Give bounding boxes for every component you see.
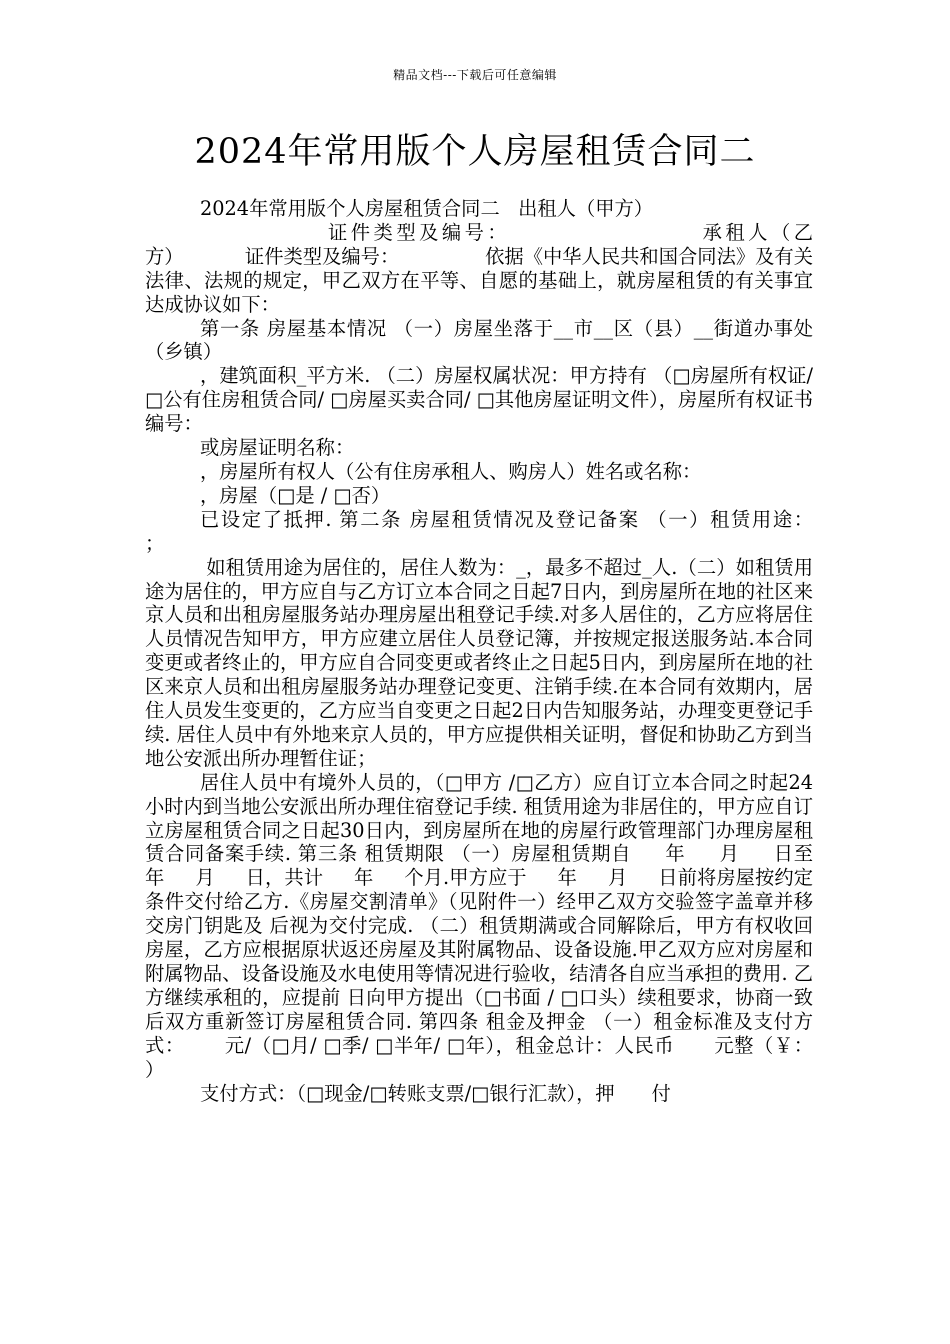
paragraph-article-1: 第一条 房屋基本情况 （一）房屋坐落于__市__区（县）__街道办事处（乡镇） <box>145 316 813 364</box>
paragraph-legal-basis: 方） 证件类型及编号： 依据《中华人民共和国合同法》及有关法律、法规的规定，甲乙双方在平等、自愿的基础上，就房屋租赁的有关事宜达成协议如下： <box>145 244 813 316</box>
paragraph-ownership: ，建筑面积_平方米. （二）房屋权属状况：甲方持有 （□房屋所有权证/ □公有住房租赁合同/ □房屋买卖合同/ □其他房屋证明文件），房屋所有权证书编号： <box>145 364 820 436</box>
paragraph-payment-method: 支付方式：（□现金/□转账支票/□银行汇款），押 付 <box>200 1081 671 1105</box>
paragraph-owner-name: ，房屋所有权人（公有住房承租人、购房人）姓名或名称： <box>200 459 702 483</box>
paragraph-mortgage-choice: ，房屋（□是 / □否） <box>200 483 391 507</box>
paragraph-certificate-name: 或房屋证明名称： <box>200 436 355 460</box>
contract-body <box>145 197 869 1105</box>
paragraph-id-types: 证件类型及编号： 承租人（乙 <box>328 220 813 244</box>
page-header: 精品文档---下载后可任意编辑 <box>393 68 557 82</box>
paragraph-article-2: 已设定了抵押. 第二条 房屋租赁情况及登记备案 （一）租赁用途： ； <box>145 507 869 555</box>
document-title: 2024年常用版个人房屋租赁合同二 <box>194 132 756 172</box>
paragraph-residence: 如租赁用途为居住的，居住人数为：_，最多不超过_人.（二）如租赁用途为居住的，甲方应自与乙方订立本合同之日起7日内，到房屋所在地的社区来京人员和出租房屋服务站办理房屋出租登记手续.对多人居住的，乙方应将居住人员情况告知甲方，甲方应建立居住人员登记簿，并按规定报送服务站.本合同变更或者终止的，甲方应自合同变更或者终止之日起5日内，到房屋所在地的社区来京人员和出租房屋服务站办理登记变更、注销手续.在本合同有效期内，居住人员发生变更的，乙方应当自变更之日起2日内告知服务站，办理变更登记手续. 居住人员中有外地来京人员的，甲方应提供相关证明，督促和协助乙方到当地公安派出所办理暂住证； <box>145 555 813 770</box>
paragraph-foreign-residents: 居住人员中有境外人员的，（□甲方 /□乙方）应自订立本合同之时起24小时内到当地公安派出所办理住宿登记手续. 租赁用途为非居住的，甲方应自订立房屋租赁合同之日起30日内，到房屋所在地的房屋行政管理部门办理房屋租赁合同备案手续. 第三条 租赁期限 （一）房屋租赁期自 年 月 日至 年 月 日，共计 年 个月.甲方应于 年 月 日前将房屋按约定条件交付给乙方.《房屋交割清单》（见附件一）经甲乙双方交验签字盖章并移交房门钥匙及 后视为交付完成. （二）租赁期满或合同解除后，甲方有权收回房屋，乙方应根据原状返还房屋及其附属物品、设备设施.甲乙双方应对房屋和附属物品、设备设施及水电使用等情况进行验收，结清各自应当承担的费用. 乙方继续承租的，应提前 日向甲方提出（□书面 / □口头）续租要求，协商一致后双方重新签订房屋租赁合同. 第四条 租金及押金 （一）租金标准及支付方式： 元/（□月/ □季/ □半年/ □年），租金总计：人民币 元整（￥： ） <box>145 770 856 1081</box>
paragraph-intro: 2024年常用版个人房屋租赁合同二 出租人（甲方） <box>200 197 654 220</box>
